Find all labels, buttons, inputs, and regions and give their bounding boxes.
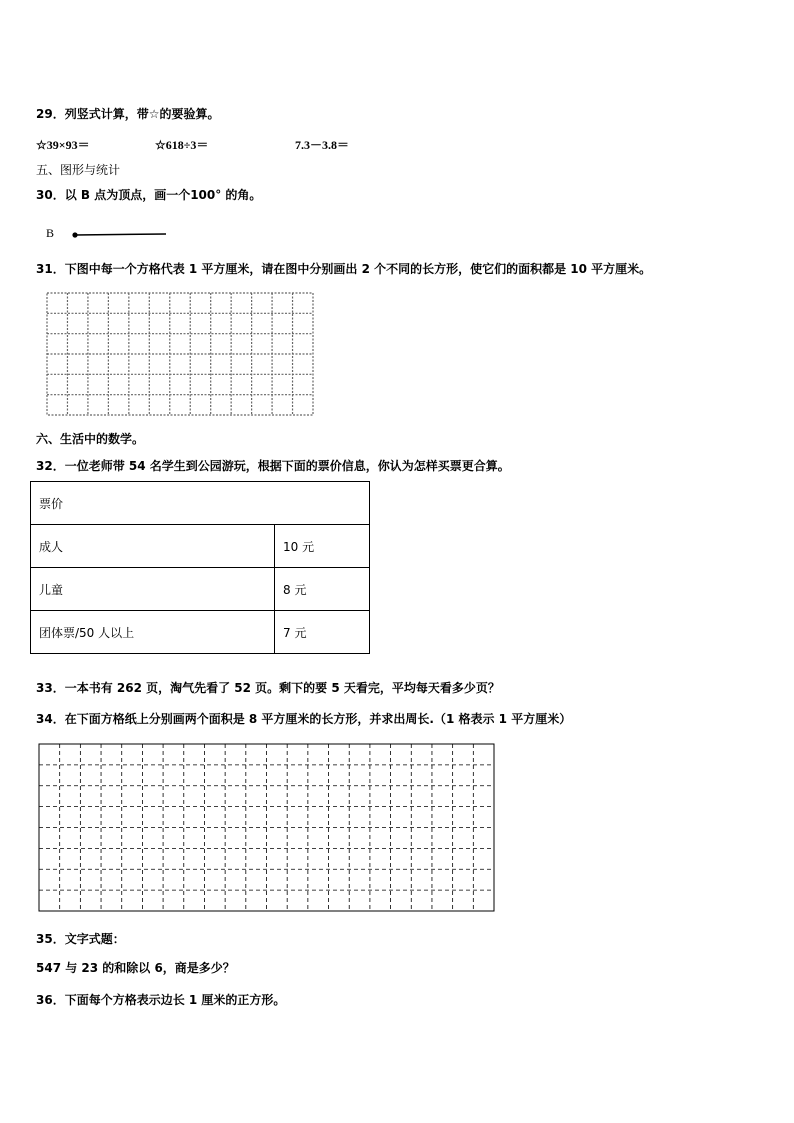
section-6-heading: 六、生活中的数学。	[36, 432, 145, 446]
ticket-price-table	[30, 481, 370, 654]
table-header-row	[31, 482, 370, 525]
table-row	[31, 525, 370, 568]
point-b-label: B	[46, 226, 55, 240]
ray-line	[75, 234, 166, 235]
q34-dashed-grid	[38, 743, 496, 913]
q36-label: 36．下面每个方格表示边长 1 厘米的正方形。	[36, 993, 286, 1007]
table-row	[31, 568, 370, 611]
q32-label: 32．一位老师带 54 名学生到公园游玩，根据下面的票价信息，你认为怎样买票更合算。	[36, 459, 510, 473]
table-row	[31, 611, 370, 654]
ticket-price: 10 元	[275, 525, 370, 568]
section-5-heading: 五、图形与统计	[36, 163, 121, 177]
q35-problem: 547 与 23 的和除以 6，商是多少？	[36, 961, 235, 975]
ticket-type: 团体票/50 人以上	[31, 611, 275, 654]
table-header-cell: 票价	[31, 482, 370, 525]
q29-calc-1: ☆39×93＝	[36, 138, 90, 152]
q31-label: 31．下图中每一个方格代表 1 平方厘米，请在图中分别画出 2 个不同的长方形，使它们的面积都是 10 平方厘米。	[36, 262, 652, 276]
q29-label: 29．列竖式计算，带☆的要验算。	[36, 107, 220, 121]
ticket-type: 成人	[31, 525, 275, 568]
q34-label: 34．在下面方格纸上分别画两个面积是 8 平方厘米的长方形，并求出周长.（1 格表示 1 平方厘米）	[36, 712, 572, 726]
ticket-price: 8 元	[275, 568, 370, 611]
q30-label: 30．以 B 点为顶点，画一个100° 的角。	[36, 188, 262, 202]
ray-from-b	[70, 229, 170, 239]
q31-dotted-grid	[46, 292, 316, 417]
ticket-type: 儿童	[31, 568, 275, 611]
q35-label: 35．文字式题：	[36, 932, 125, 946]
q33-label: 33．一本书有 262 页，淘气先看了 52 页。剩下的要 5 天看完，平均每天看多少页？	[36, 681, 500, 695]
q29-calc-3: 7.3－3.8＝	[295, 138, 350, 152]
ticket-price: 7 元	[275, 611, 370, 654]
q29-calc-2: ☆618÷3＝	[155, 138, 209, 152]
